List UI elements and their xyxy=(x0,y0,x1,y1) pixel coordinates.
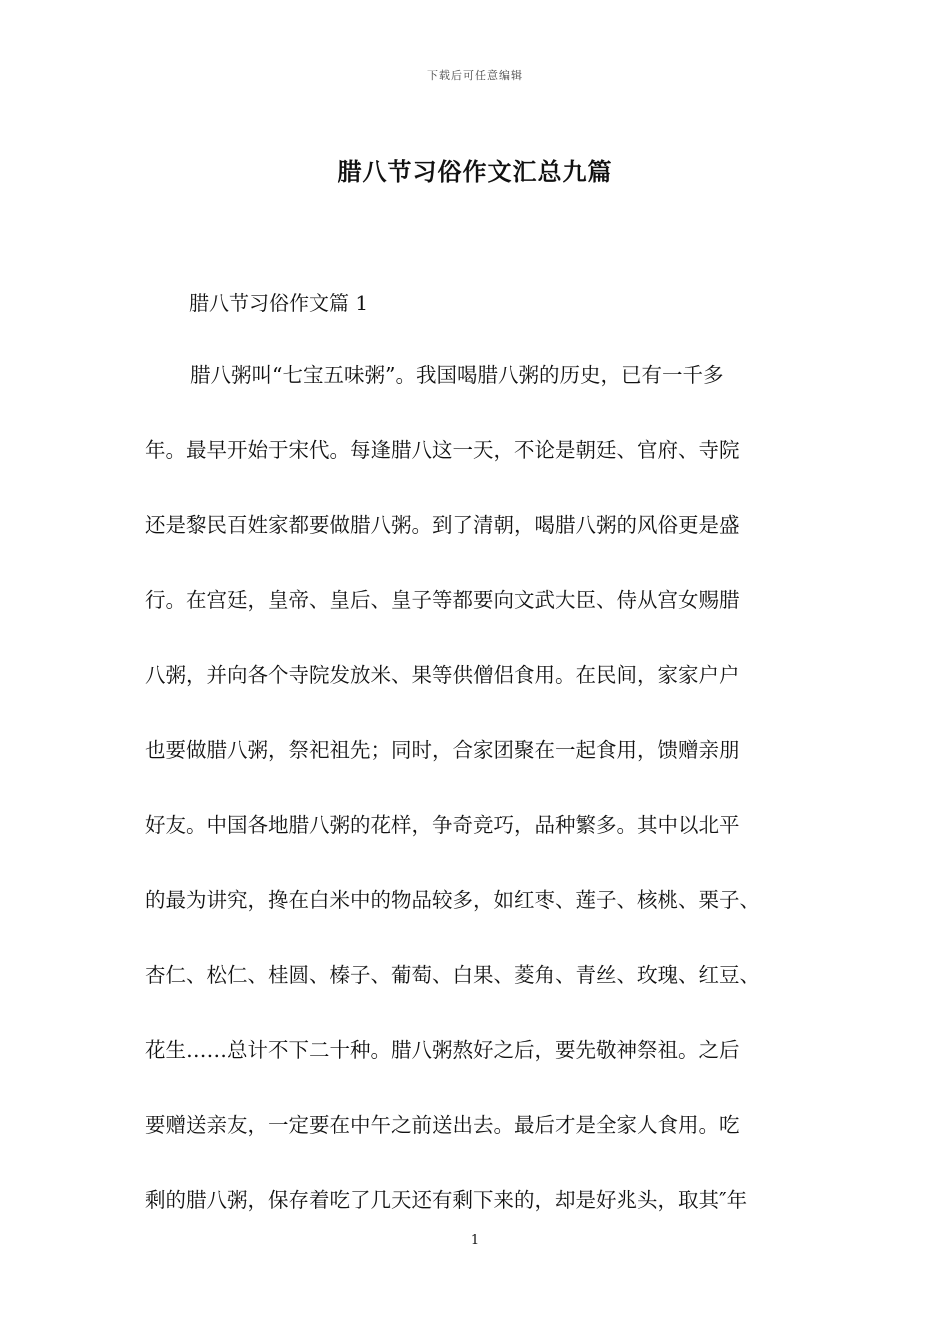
body-line: 也要做腊八粥，祭祀祖先；同时，合家团聚在一起食用，馈赠亲朋 xyxy=(145,738,740,762)
body-line: 剩的腊八粥，保存着吃了几天还有剩下来的，却是好兆头，取其″年 xyxy=(145,1188,748,1212)
body-line: 好友。中国各地腊八粥的花样，争奇竞巧，品种繁多。其中以北平 xyxy=(145,813,740,837)
body-line: 的最为讲究，搀在白米中的物品较多，如红枣、莲子、核桃、栗子、 xyxy=(145,888,760,912)
body-text xyxy=(145,358,835,1258)
header-note: 下载后可任意编辑 xyxy=(427,69,523,82)
body-line: 杏仁、松仁、桂圆、榛子、葡萄、白果、菱角、青丝、玫瑰、红豆、 xyxy=(145,963,760,987)
document-title: 腊八节习俗作文汇总九篇 xyxy=(337,157,613,186)
body-line: 八粥，并向各个寺院发放米、果等供僧侣食用。在民间，家家户户 xyxy=(145,663,740,687)
page-number: 1 xyxy=(470,1233,480,1248)
body-line: 花生……总计不下二十种。腊八粥熬好之后，要先敬神祭祖。之后 xyxy=(145,1038,740,1062)
body-line: 行。在宫廷，皇帝、皇后、皇子等都要向文武大臣、侍从宫女赐腊 xyxy=(145,588,740,612)
body-line: 要赠送亲友，一定要在中午之前送出去。最后才是全家人食用。吃 xyxy=(145,1113,740,1137)
section-heading: 腊八节习俗作文篇 1 xyxy=(189,291,369,315)
body-line: 年。最早开始于宋代。每逢腊八这一天，不论是朝廷、官府、寺院 xyxy=(145,438,740,462)
body-line: 腊八粥叫“七宝五味粥”。我国喝腊八粥的历史，已有一千多 xyxy=(190,363,724,387)
body-line: 还是黎民百姓家都要做腊八粥。到了清朝，喝腊八粥的风俗更是盛 xyxy=(145,513,740,537)
